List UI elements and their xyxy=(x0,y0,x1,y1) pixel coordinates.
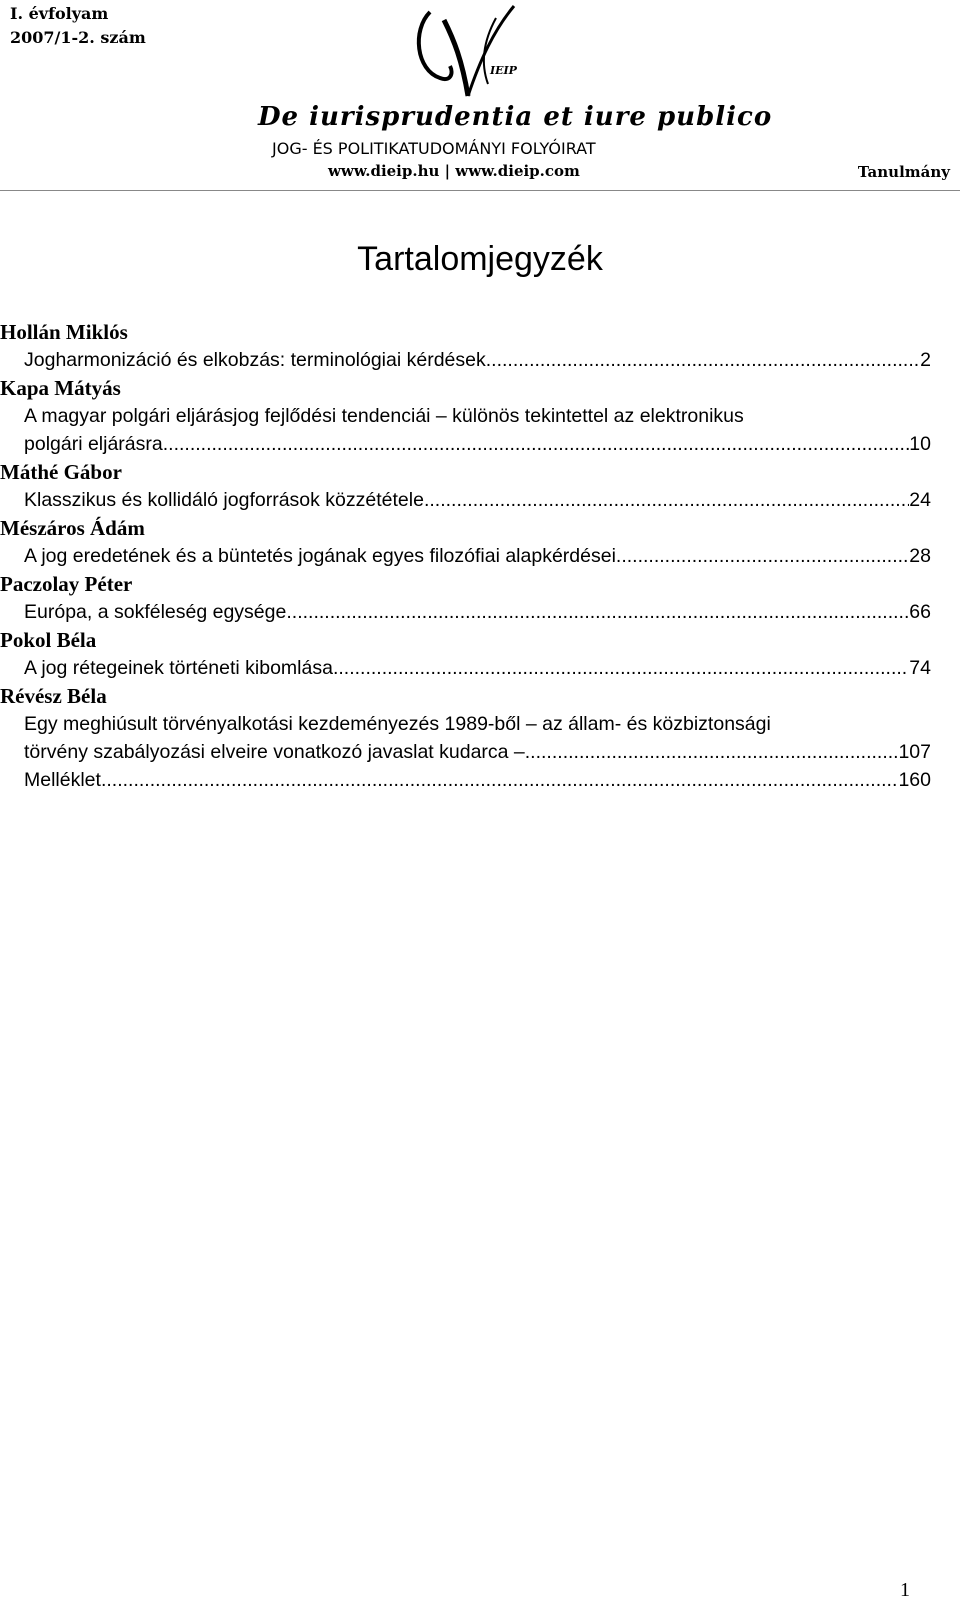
toc-entry-title: polgári eljárásra xyxy=(24,433,163,455)
dot-leader xyxy=(333,654,909,682)
toc-entry-line xyxy=(24,346,931,374)
toc-page-number: 107 xyxy=(898,741,931,763)
toc-author: Hollán Miklós xyxy=(0,320,128,344)
document-type: Tanulmány xyxy=(857,163,950,181)
toc-entry-line xyxy=(24,738,931,766)
volume-label: I. évfolyam xyxy=(10,4,109,23)
journal-subtitle: JOG- ÉS POLITIKATUDOMÁNYI FOLYÓIRAT xyxy=(272,139,596,158)
toc-entry-line xyxy=(24,542,931,570)
toc-author: Mészáros Ádám xyxy=(0,516,145,540)
toc-page-number: 160 xyxy=(898,769,931,791)
toc-entry-line xyxy=(24,430,931,458)
header-divider xyxy=(0,190,960,191)
dot-leader xyxy=(616,542,909,570)
toc-entry-title: A jog eredetének és a büntetés jogának egyes filozófiai alapkérdései xyxy=(24,545,616,567)
toc-entry-title-line: Egy meghiúsult törvényalkotási kezdeményezés 1989-ből – az állam- és közbiztonsági xyxy=(24,713,771,735)
toc-entry[interactable] xyxy=(24,486,931,514)
dot-leader xyxy=(424,486,909,514)
toc-page-number: 66 xyxy=(909,601,931,623)
toc-author: Paczolay Péter xyxy=(0,572,133,596)
journal-logo xyxy=(410,0,530,108)
toc-author: Máthé Gábor xyxy=(0,460,122,484)
journal-latin-title: De iurisprudentia et iure publico xyxy=(258,102,773,132)
dot-leader xyxy=(163,430,910,458)
dot-leader xyxy=(101,766,899,794)
toc-entry-title-line: A magyar polgári eljárásjog fejlődési tendenciái – különös tekintettel az elektronikus xyxy=(24,405,744,427)
page-number: 1 xyxy=(900,1579,910,1601)
toc-entry-title: Jogharmonizáció és elkobzás: terminológiai kérdések xyxy=(24,349,486,371)
toc-entry-title: Klasszikus és kollidáló jogforrások közzététele xyxy=(24,489,424,511)
toc-entry-title: A jog rétegeinek történeti kibomlása xyxy=(24,657,333,679)
dot-leader xyxy=(525,738,899,766)
toc-entry-line xyxy=(24,766,931,794)
toc-author: Révész Béla xyxy=(0,684,107,708)
table-of-contents xyxy=(0,318,931,794)
toc-entry-title: Európa, a sokféleség egysége xyxy=(24,601,287,623)
toc-entry-line xyxy=(24,654,931,682)
toc-page-number: 28 xyxy=(909,545,931,567)
toc-entry[interactable] xyxy=(24,710,931,766)
toc-author: Pokol Béla xyxy=(0,628,97,652)
toc-author: Kapa Mátyás xyxy=(0,376,121,400)
toc-page-number: 2 xyxy=(920,349,931,371)
toc-entry-title: törvény szabályozási elveire vonatkozó javaslat kudarca – xyxy=(24,741,525,763)
logo-letters: IEIP xyxy=(490,64,517,77)
toc-page-number: 24 xyxy=(909,489,931,511)
issue-info xyxy=(10,2,146,50)
journal-urls[interactable]: www.dieip.hu | www.dieip.com xyxy=(328,162,580,180)
issue-label: 2007/1-2. szám xyxy=(10,28,146,47)
toc-entry-appendix[interactable] xyxy=(24,766,931,794)
toc-entry[interactable] xyxy=(24,654,931,682)
page-title: Tartalomjegyzék xyxy=(357,240,603,278)
appendix-label: Melléklet xyxy=(24,769,101,791)
toc-entry[interactable] xyxy=(24,402,931,458)
toc-page-number: 10 xyxy=(909,433,931,455)
toc-entry[interactable] xyxy=(24,542,931,570)
toc-entry-line xyxy=(24,486,931,514)
toc-page-number: 74 xyxy=(909,657,931,679)
toc-entry[interactable] xyxy=(24,598,931,626)
toc-entry-line xyxy=(24,598,931,626)
dot-leader xyxy=(286,598,909,626)
toc-entry[interactable] xyxy=(24,346,931,374)
dot-leader xyxy=(486,346,920,374)
